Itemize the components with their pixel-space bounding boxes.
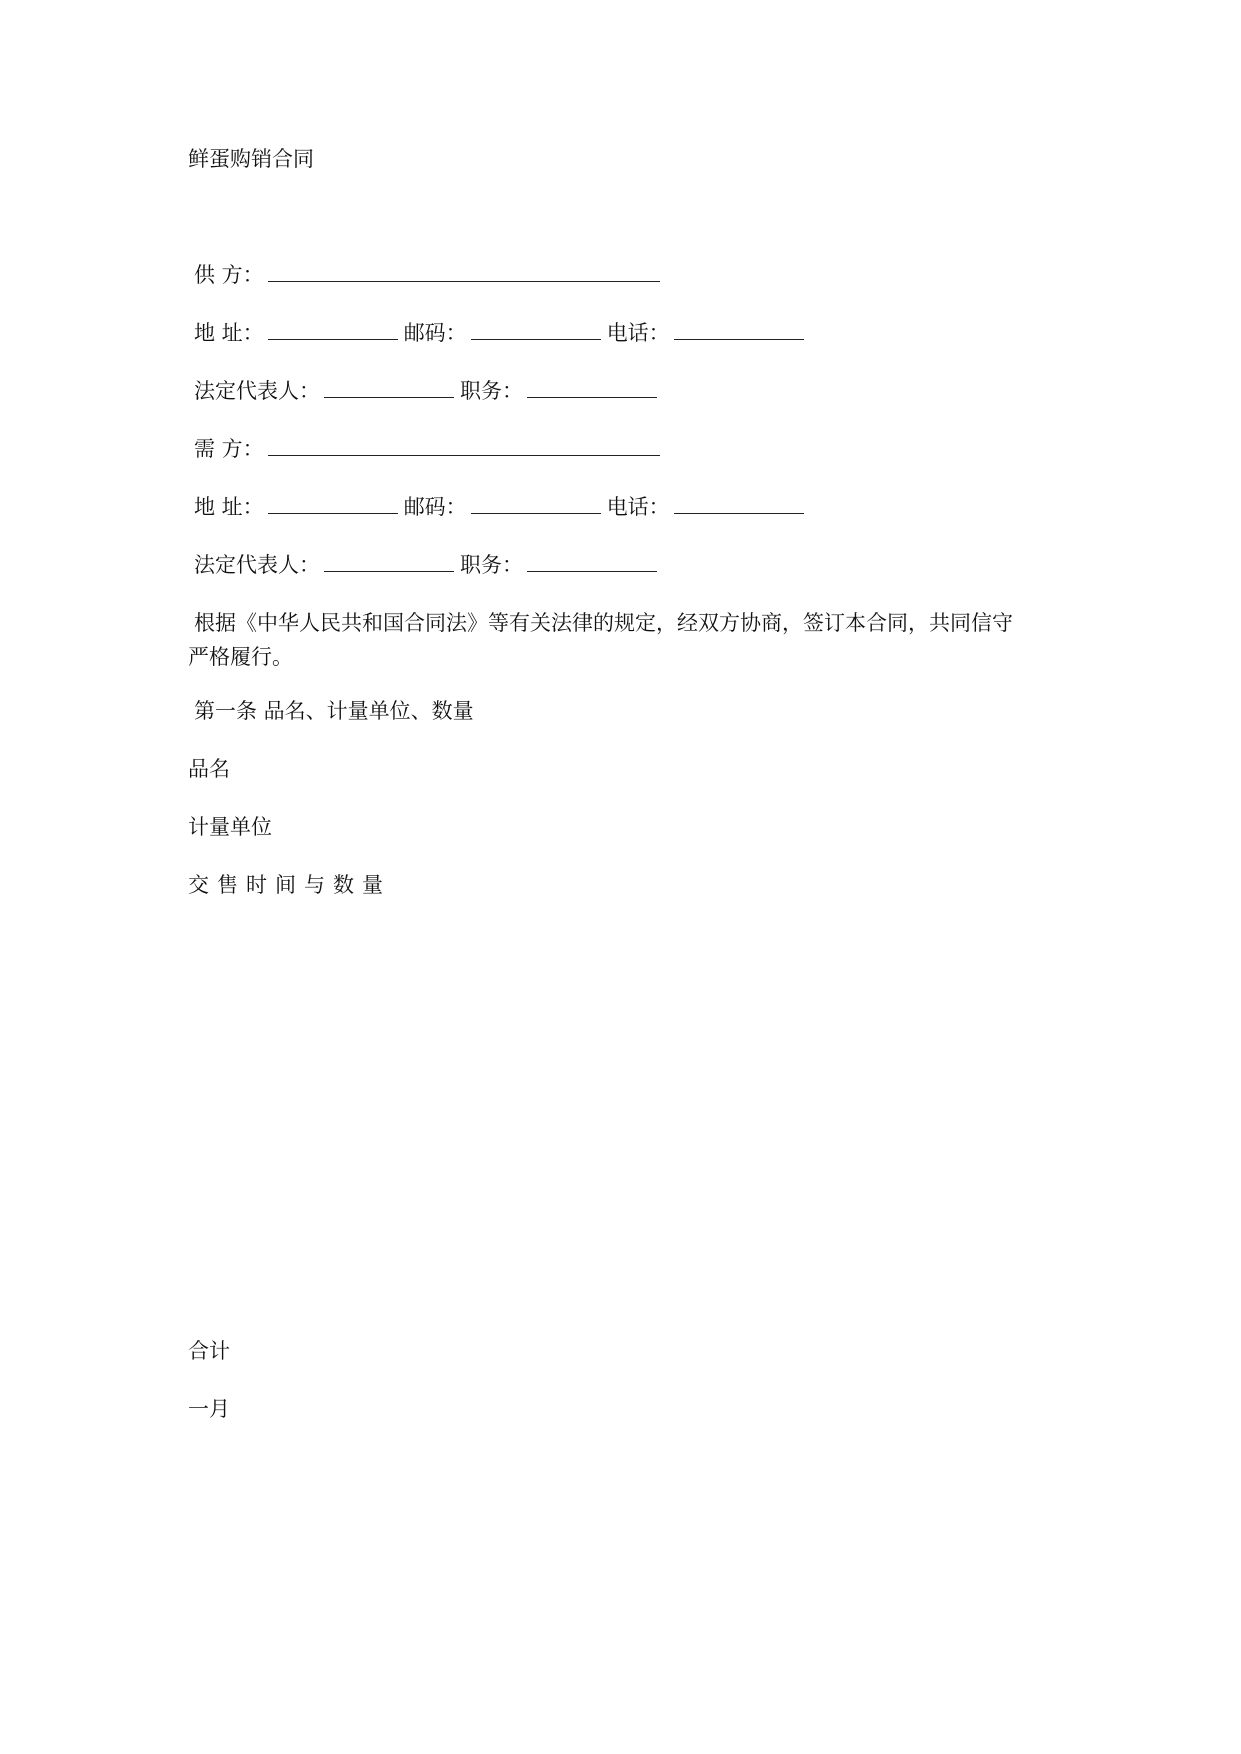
buyer-rep-row	[194, 548, 663, 582]
unit-label: 计量单位	[188, 815, 272, 839]
buyer-postcode-blank[interactable]	[471, 491, 601, 514]
buyer-blank[interactable]	[268, 433, 660, 456]
buyer-phone-blank[interactable]	[674, 491, 804, 514]
supplier-postcode-label: 邮码：	[403, 321, 467, 345]
item-name-label: 品名	[188, 757, 230, 781]
supplier-position-blank[interactable]	[527, 375, 657, 398]
supplier-row	[194, 258, 666, 292]
buyer-address-label: 地 址：	[194, 495, 264, 519]
buyer-position-blank[interactable]	[527, 549, 657, 572]
supplier-blank[interactable]	[268, 259, 660, 282]
supplier-rep-label: 法定代表人：	[194, 379, 320, 403]
buyer-label: 需 方：	[194, 437, 264, 461]
supplier-label: 供 方：	[194, 263, 264, 287]
buyer-address-blank[interactable]	[268, 491, 398, 514]
buyer-contact-row	[194, 490, 810, 524]
supplier-rep-row	[194, 374, 663, 408]
supplier-position-label: 职务：	[460, 379, 523, 403]
supplier-postcode-blank[interactable]	[471, 317, 601, 340]
buyer-rep-blank[interactable]	[324, 549, 454, 572]
buyer-phone-label: 电话：	[606, 495, 670, 519]
supplier-phone-label: 电话：	[606, 321, 670, 345]
january-label: 一月	[188, 1397, 230, 1421]
supplier-phone-blank[interactable]	[674, 317, 804, 340]
buyer-postcode-label: 邮码：	[403, 495, 467, 519]
total-label: 合计	[188, 1339, 230, 1363]
supplier-contact-row	[194, 316, 810, 350]
buyer-rep-label: 法定代表人：	[194, 553, 320, 577]
preamble-line-2: 严格履行。	[188, 645, 293, 669]
supplier-address-label: 地 址：	[194, 321, 264, 345]
delivery-time-quantity-label: 交售时间与数量	[188, 873, 391, 897]
buyer-position-label: 职务：	[460, 553, 523, 577]
article-1-heading: 第一条 品名、计量单位、数量	[194, 699, 474, 723]
document-title: 鲜蛋购销合同	[188, 147, 314, 171]
preamble-paragraph	[188, 606, 1058, 674]
buyer-row	[194, 432, 666, 466]
supplier-rep-blank[interactable]	[324, 375, 454, 398]
supplier-address-blank[interactable]	[268, 317, 398, 340]
preamble-line-1: 根据《中华人民共和国合同法》等有关法律的规定，经双方协商，签订本合同，共同信守	[194, 611, 1013, 635]
